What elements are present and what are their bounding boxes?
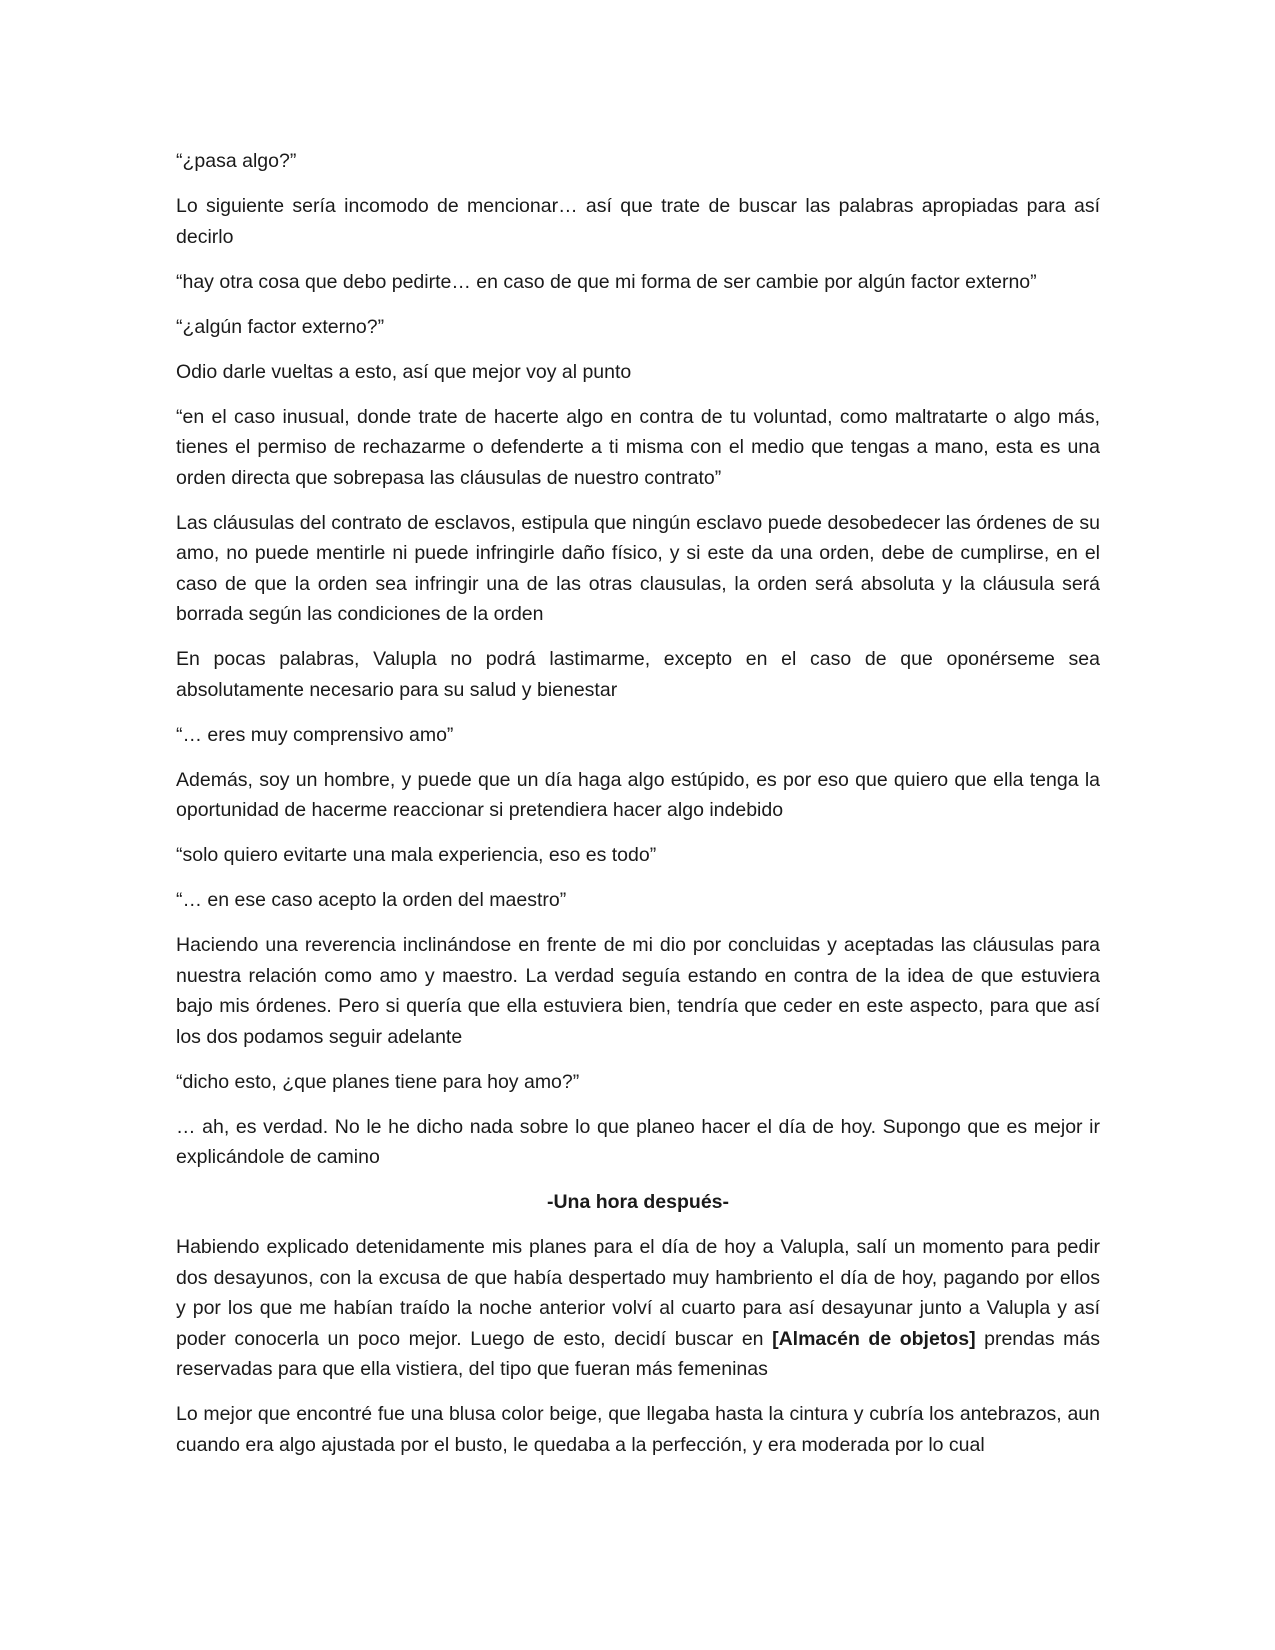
- paragraph: “¿pasa algo?”: [176, 150, 297, 172]
- paragraph: Odio darle vueltas a esto, así que mejor voy al punto: [176, 360, 632, 383]
- paragraph: [176, 1232, 1100, 1385]
- paragraph: … ah, es verdad. No le he dicho nada sobre lo que planeo hacer el día de hoy. Supongo que es mejor ir explicándole de camino: [176, 1115, 1100, 1168]
- paragraph-text: Habiendo explicado detenidamente mis planes para el día de hoy a Valupla, salí un momento para pedir dos desayunos, con la excusa de que había despertado muy hambriento el día de hoy, pagando por ellos y por los que me habían traído la noche anterior volví al cuarto para así desayunar junto a Valupla y así poder conocerla un poco mejor. Luego de esto, decidí buscar en: [176, 1236, 1100, 1350]
- scene-break-heading: -Una hora después-: [546, 1191, 730, 1213]
- document-page: [176, 146, 1100, 1475]
- paragraph: En pocas palabras, Valupla no podrá lastimarme, excepto en el caso de que oponérseme sea absolutamente necesario para su salud y bienestar: [176, 648, 1100, 701]
- paragraph: Lo siguiente sería incomodo de mencionar… así que trate de buscar las palabras apropiadas para así decirlo: [176, 195, 1100, 248]
- paragraph: Lo mejor que encontré fue una blusa color beige, que llegaba hasta la cintura y cubría los antebrazos, aun cuando era algo ajustada por el busto, le quedaba a la perfección, y era moderada por lo cual: [176, 1403, 1100, 1456]
- paragraph: Además, soy un hombre, y puede que un día haga algo estúpido, es por eso que quiero que ella tenga la oportunidad de hacerme reaccionar si pretendiera hacer algo indebido: [176, 768, 1100, 821]
- paragraph: “dicho esto, ¿que planes tiene para hoy amo?”: [176, 1070, 580, 1093]
- paragraph: “… en ese caso acepto la orden del maestro”: [176, 889, 567, 911]
- paragraph: “… eres muy comprensivo amo”: [176, 723, 454, 746]
- paragraph: “solo quiero evitarte una mala experiencia, eso es todo”: [176, 844, 657, 866]
- bold-inline-term: [Almacén de objetos]: [772, 1327, 976, 1350]
- paragraph-text: prendas más reservadas para que ella vistiera, del tipo que fueran más femeninas: [176, 1327, 1100, 1380]
- paragraph: “¿algún factor externo?”: [176, 315, 385, 338]
- paragraph: “en el caso inusual, donde trate de hacerte algo en contra de tu voluntad, como maltratarte o algo más, tienes el permiso de rechazarme o defenderte a ti misma con el medio que tengas a mano, esta es una orden directa que sobrepasa las cláusulas de nuestro contrato”: [176, 405, 1100, 489]
- paragraph: “hay otra cosa que debo pedirte… en caso de que mi forma de ser cambie por algún factor externo”: [176, 270, 1037, 293]
- paragraph: Las cláusulas del contrato de esclavos, estipula que ningún esclavo puede desobedecer las órdenes de su amo, no puede mentirle ni puede infringirle daño físico, y si este da una orden, debe de cumplirse, en el caso de que la orden sea infringir una de las otras clausulas, la orden será absoluta y la cláusula será borrada según las condiciones de la orden: [176, 511, 1100, 625]
- paragraph: Haciendo una reverencia inclinándose en frente de mi dio por concluidas y aceptadas las cláusulas para nuestra relación como amo y maestro. La verdad seguía estando en contra de la idea de que estuviera bajo mis órdenes. Pero si quería que ella estuviera bien, tendría que ceder en este aspecto, para que así los dos podamos seguir adelante: [176, 934, 1100, 1048]
